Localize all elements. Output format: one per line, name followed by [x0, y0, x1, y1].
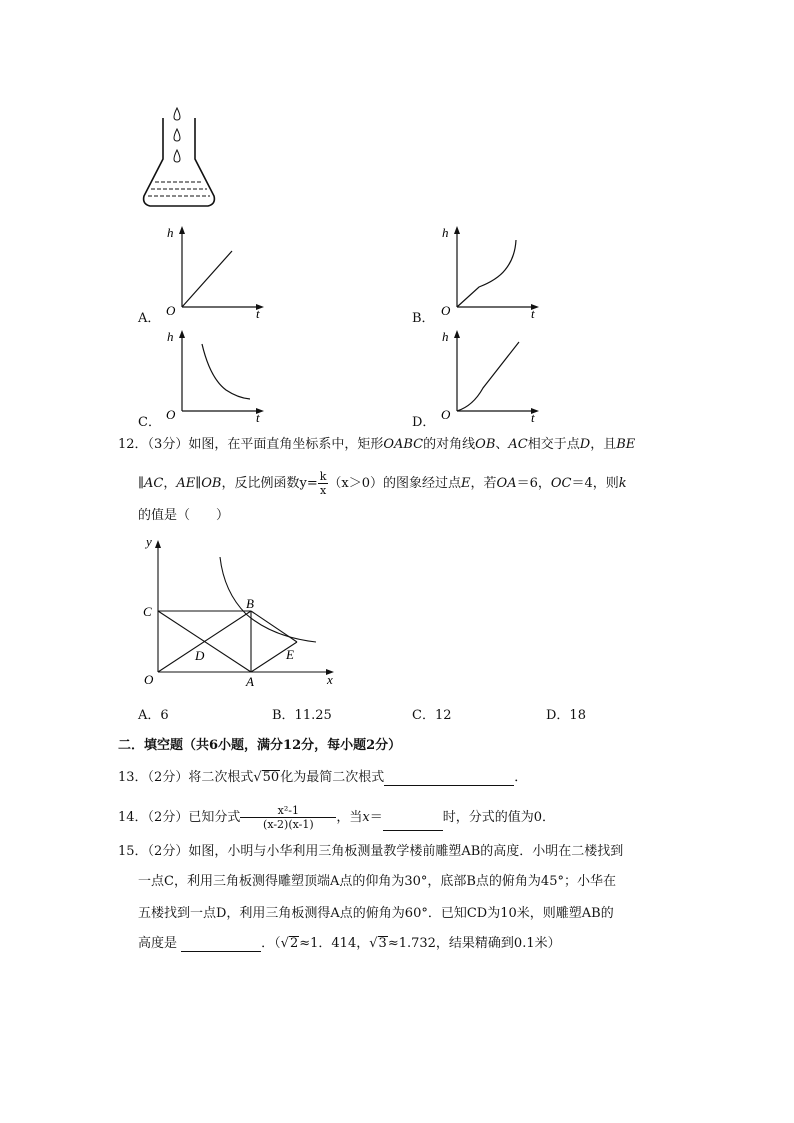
arrow-head — [454, 226, 460, 234]
graph-a — [160, 222, 270, 322]
q15-line2: 一点C，利用三角板测得雕塑顶端A点的仰角为30°，底部B点的俯角为45°；小华在 — [138, 874, 616, 889]
curve-d — [457, 342, 519, 411]
graph-d-label: D． — [412, 415, 436, 430]
q15-answer-blank[interactable] — [181, 937, 261, 952]
q14-answer-blank[interactable] — [383, 816, 443, 831]
point-d-label: D — [195, 648, 205, 663]
water-drop — [174, 108, 180, 120]
sqrt-sign: √ — [280, 936, 289, 951]
fraction-q14: $\frac{\text{x²-1}}{(x-2)(x-1)}$ — [240, 804, 336, 831]
origin-label: O — [166, 407, 176, 422]
graph-b-label: B． — [412, 311, 435, 326]
axis-x-label: x — [327, 672, 333, 687]
axis-t-label: t — [256, 306, 260, 321]
arrow-head — [179, 330, 185, 338]
axis-t-label: t — [531, 410, 535, 425]
point-a-label: A — [246, 674, 254, 689]
q12-option-a: A．6 — [138, 708, 169, 723]
sqrt-sign: √ — [369, 936, 378, 951]
graph-d — [435, 326, 545, 426]
axis-t-label: t — [531, 306, 535, 321]
water-drop — [174, 129, 180, 141]
graph-c-label: C． — [138, 415, 161, 430]
curve-a — [182, 251, 232, 307]
fraction-k-over-x: $\frac{k}{x}$ — [319, 470, 327, 497]
curve-c — [202, 344, 250, 399]
section-title: 二．填空题（共6小题，满分12分，每小题2分） — [118, 738, 402, 753]
axis-t-label: t — [256, 410, 260, 425]
point-b-label: B — [246, 596, 254, 611]
q13-answer-blank[interactable] — [384, 771, 514, 786]
axis-h-label: h — [167, 225, 174, 240]
axis-h-label: h — [442, 329, 449, 344]
graph-a-label: A． — [138, 311, 161, 326]
origin-label: O — [166, 303, 176, 318]
q12-line2: ∥AC，AE∥OB，反比例函数y= $\frac{k}{x}$ （x＞0）的图象经过点E，若OA＝6，OC＝4，则k — [138, 470, 627, 497]
q15-line4: 高度是 ．（√2≈1．414，√3≈1.732，结果精确到0.1米） — [138, 936, 561, 951]
point-c-label: C — [143, 604, 152, 619]
q12-option-c: C．12 — [412, 708, 452, 723]
q14: 14．（2分）已知分式 $\frac{\text{x²-1}}{(x-2)(x-1)}$ ，当x＝ 时，分式的值为0． — [118, 804, 555, 831]
sqrt-sign: √ — [253, 770, 262, 785]
q15-line1: 15．（2分）如图，小明与小华利用三角板测量教学楼前雕塑AB的高度．小明在二楼找到 — [118, 844, 624, 859]
graph-b — [435, 222, 545, 322]
arrow-head — [179, 226, 185, 234]
point-e-label: E — [286, 647, 294, 662]
origin-label: O — [441, 303, 451, 318]
axis-h-label: h — [442, 225, 449, 240]
flask-illustration — [138, 104, 220, 214]
q15-line3: 五楼找到一点D，利用三角板测得A点的俯角为60°．已知CD为10米，则雕塑AB的 — [138, 906, 614, 921]
q12-line1: 12．（3分）如图，在平面直角坐标系中，矩形OABC的对角线OB、AC相交于点D，且BE — [118, 437, 636, 452]
q12-figure — [138, 532, 348, 692]
arrow-head — [454, 330, 460, 338]
point-o-label: O — [144, 672, 154, 687]
hyperbola — [220, 557, 316, 642]
origin-label: O — [441, 407, 451, 422]
curve-b — [457, 240, 516, 307]
arrow-head — [155, 540, 161, 548]
axis-h-label: h — [167, 329, 174, 344]
q12-option-b: B．11.25 — [272, 708, 332, 723]
q13: 13．（2分）将二次根式√50化为最简二次根式 ． — [118, 770, 528, 785]
graph-c — [160, 326, 270, 426]
q12-line3: 的值是（ ） — [138, 508, 230, 523]
water-drop — [174, 150, 180, 162]
q12-option-d: D．18 — [546, 708, 586, 723]
axis-y-label: y — [146, 534, 152, 549]
